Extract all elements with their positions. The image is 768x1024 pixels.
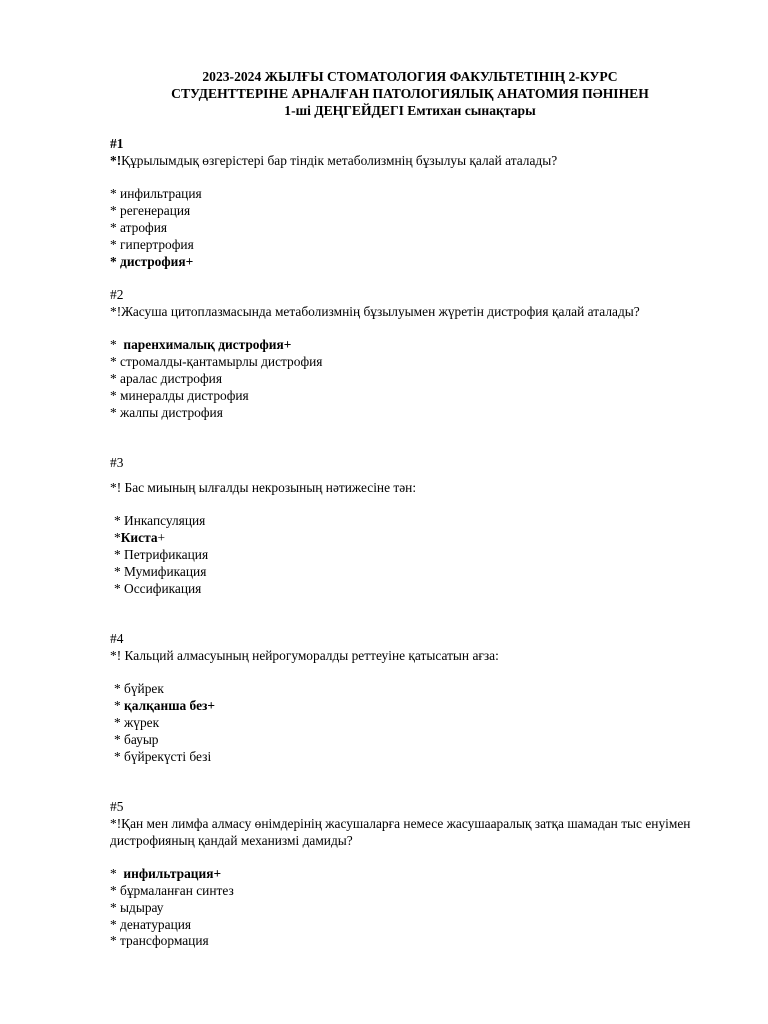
question-prefix: *!	[110, 303, 122, 319]
question-body: Қан мен лимфа алмасу өнімдерінің жасушаларға немесе жасушааралық затқа шамадан тыс енуімен дистрофияның қандай механизмі дамиды?	[110, 815, 691, 848]
question-body: Жасуша цитоплазмасында метаболизмнің бұзылуымен жүретін дистрофия қалай аталады?	[121, 303, 640, 319]
question-body: Бас миының ылғалды некрозының нәтижесіне тән:	[121, 479, 417, 495]
question-body: Кальций алмасуының нейрогуморалды реттеуіне қатысатын ағза:	[121, 647, 499, 663]
question-1	[110, 136, 730, 270]
question-body: Құрылымдық өзгерістері бар тіндік метаболизмнің бұзылуы қалай аталады?	[121, 152, 558, 168]
option-correct	[110, 698, 730, 715]
question-number: #1	[110, 136, 124, 151]
title-line-2: СТУДЕНТТЕРІНЕ АРНАЛҒАН ПАТОЛОГИЯЛЫҚ АНАТОМИЯ ПӘНІНЕН	[171, 86, 649, 101]
question-5	[110, 799, 730, 950]
question-text	[110, 153, 730, 170]
question-prefix: *!	[110, 647, 122, 663]
document-title	[100, 68, 720, 119]
option-correct	[110, 866, 730, 883]
question-text	[110, 816, 730, 850]
option: * гипертрофия	[110, 236, 194, 252]
option: * Мумификация	[114, 563, 207, 579]
option-text: Киста	[120, 530, 158, 546]
title-line-1: 2023-2024 ЖЫЛҒЫ СТОМАТОЛОГИЯ ФАКУЛЬТЕТІНІҢ 2-КУРС	[202, 69, 618, 84]
option: * бауыр	[114, 731, 159, 747]
option-text: қалқанша без+	[124, 698, 216, 714]
option-prefix: *	[110, 866, 124, 882]
option: * аралас дистрофия	[110, 370, 222, 386]
option: * Оссификация	[114, 580, 202, 596]
option-text: паренхималық дистрофия+	[123, 337, 292, 353]
title-line-3: 1-ші ДЕҢГЕЙДЕГІ Емтихан сынақтары	[284, 103, 536, 118]
option: * ыдырау	[110, 899, 164, 915]
option: * бүйрек	[114, 681, 164, 697]
question-number: #5	[110, 799, 124, 814]
question-number: #2	[110, 287, 124, 302]
option: * стромалды-қантамырлы дистрофия	[110, 354, 323, 370]
option-prefix: *	[114, 698, 125, 714]
question-number: #3	[110, 455, 124, 470]
question-text	[110, 304, 670, 321]
option: * жүрек	[114, 714, 160, 730]
question-text	[110, 480, 730, 497]
question-prefix: *!	[110, 479, 122, 495]
question-3	[110, 455, 730, 597]
option: * Петрификация	[114, 546, 209, 562]
option: * бұрмаланған синтез	[110, 882, 234, 898]
question-2	[110, 287, 730, 421]
option-correct	[110, 337, 730, 354]
question-4	[110, 631, 730, 765]
question-prefix: *!	[110, 815, 122, 831]
option-correct	[110, 530, 730, 547]
question-text	[110, 648, 730, 665]
question-prefix: *!	[110, 152, 122, 168]
option: * Инкапсуляция	[114, 513, 206, 529]
option-correct: * дистрофия+	[110, 253, 194, 269]
question-number: #4	[110, 631, 124, 646]
option: * инфильтрация	[110, 186, 202, 202]
option: * атрофия	[110, 219, 168, 235]
option: * трансформация	[110, 933, 209, 949]
option: * регенерация	[110, 203, 191, 219]
option: * жалпы дистрофия	[110, 404, 223, 420]
option-prefix: *	[114, 530, 121, 546]
option: * бүйрекүсті безі	[114, 748, 212, 764]
option-suffix: +	[157, 530, 166, 546]
option: * минералды дистрофия	[110, 387, 249, 403]
option-text: инфильтрация+	[123, 866, 222, 882]
option-prefix: *	[110, 337, 124, 353]
option: * денатурация	[110, 916, 192, 932]
